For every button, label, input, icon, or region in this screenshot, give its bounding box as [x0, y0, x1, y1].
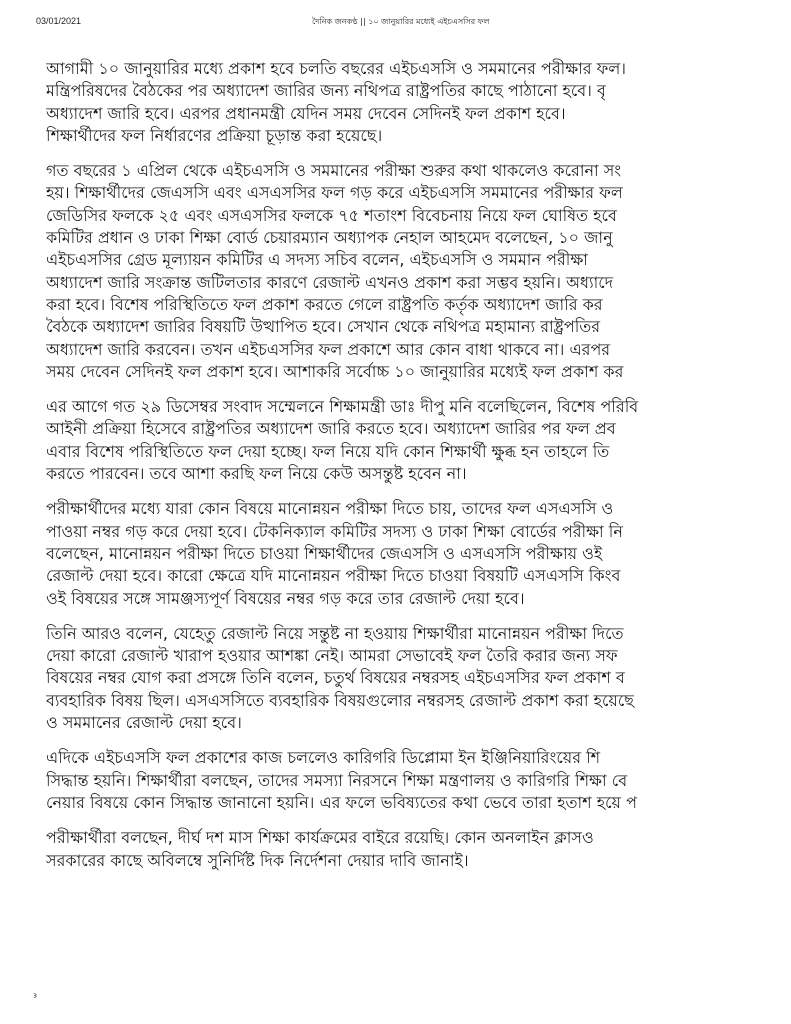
text-line: অধ্যাদেশ জারি সংক্রান্ত জটিলতার কারণে রেজাল্ট এখনও প্রকাশ করা সম্ভব হয়নি। অধ্যাদে: [46, 272, 614, 292]
text-line: তিনি আরও বলেন, যেহেতু রেজাল্ট নিয়ে সন্তুষ্ট না হওয়ায় শিক্ষার্থীরা মানোন্নয়ন পরীক্ষা দিতে: [46, 623, 624, 643]
text-line: এইচএসসির গ্রেড মূল্যায়ন কমিটির এ সদস্য সচিব বলেন, এইচএসসি ও সমমান পরীক্ষা: [46, 250, 588, 270]
text-line: আইনী প্রক্রিয়া হিসেবে রাষ্ট্রপতির অধ্যাদেশ জারি করতে হবে। অধ্যাদেশ জারির পর ফল প্রব: [46, 419, 616, 439]
text-line: দেয়া কারো রেজাল্ট খারাপ হওয়ার আশঙ্কা নেই। আমরা সেভাবেই ফল তৈরি করার জন্য সফ: [46, 646, 618, 666]
text-line: বৈঠকে অধ্যাদেশ জারির বিষয়টি উত্থাপিত হবে। সেখান থেকে নথিপত্র মহামান্য রাষ্ট্রপতির: [46, 317, 601, 337]
text-line: হয়। শিক্ষার্থীদের জেএসসি এবং এসএসসির ফল গড় করে এইচএসসি সমমানের পরীক্ষার ফল: [46, 183, 623, 203]
text-line: ওই বিষয়ের সঙ্গে সামঞ্জস্যপূর্ণ বিষয়ের নম্বর গড় করে তার রেজাল্ট দেয়া হবে।: [46, 588, 525, 608]
text-line: আগামী ১০ জানুয়ারির মধ্যে প্রকাশ হবে চলতি বছরের এইচএসসি ও সমমানের পরীক্ষার ফল।: [46, 59, 627, 78]
text-line: ও সমমানের রেজাল্ট দেয়া হবে।: [46, 713, 242, 733]
print-date: 03/01/2021: [36, 16, 82, 26]
text-line: সিদ্ধান্ত হয়নি। শিক্ষার্থীরা বলছেন, তাদের সমস্যা নিরসনে শিক্ষা মন্ত্রণালয় ও কারিগরি শিক্ষা বে: [46, 770, 628, 790]
text-line: রেজাল্ট দেয়া হবে। কারো ক্ষেত্রে যদি মানোন্নয়ন পরীক্ষা দিতে চাওয়া বিষয়টি এসএসসি কিংব: [46, 566, 621, 586]
paragraph-3: [46, 396, 791, 485]
text-line: নেয়ার বিষয়ে কোন সিদ্ধান্ত জানানো হয়নি। এর ফলে ভবিষ্যতের কথা ভেবে তারা হতাশ হয়ে প: [46, 792, 637, 812]
text-line: এবার বিশেষ পরিস্থিতিতে ফল দেয়া হচ্ছে। ফল নিয়ে যদি কোন শিক্ষার্থী ক্ষুব্ধ হন তাহলে তি: [46, 441, 610, 461]
text-line: এদিকে এইচএসসি ফল প্রকাশের কাজ চললেও কারিগরি ডিপ্লোমা ইন ইঞ্জিনিয়ারিংয়ের শি: [46, 748, 601, 768]
paragraph-7: [46, 827, 791, 872]
text-line: করতে পারবেন। তবে আশা করছি ফল নিয়ে কেউ অসন্তুষ্ট হবেন না।: [46, 464, 467, 484]
text-line: করা হবে। বিশেষ পরিস্থিতিতে ফল প্রকাশ করতে গেলে রাষ্ট্রপতি কর্তৃক অধ্যাদেশ জারি কর: [46, 294, 603, 314]
footnote-mark: ³: [33, 993, 38, 1004]
text-line: পাওয়া নম্বর গড় করে দেয়া হবে। টেকনিক্যাল কমিটির সদস্য ও ঢাকা শিক্ষা বোর্ডের পরীক্ষা নি: [46, 521, 623, 541]
paragraph-4: [46, 498, 791, 609]
article-body: [46, 58, 791, 885]
text-line: বলেছেন, মানোন্নয়ন পরীক্ষা দিতে চাওয়া শিক্ষার্থীদের জেএসসি ও এসএসসি পরীক্ষায় ওই: [46, 543, 603, 563]
text-line: বিষয়ের নম্বর যোগ করা প্রসঙ্গে তিনি বলেন, চতুর্থ বিষয়ের নম্বরসহ এইচএসসির ফল প্রকাশ ব: [46, 668, 625, 688]
text-line: গত বছরের ১ এপ্রিল থেকে এইচএসসি ও সমমানের পরীক্ষা শুরুর কথা থাকলেও করোনা সং: [46, 161, 622, 181]
paragraph-2: [46, 160, 791, 383]
text-line: জেডিসির ফলকে ২৫ এবং এসএসসির ফলকে ৭৫ শতাংশ বিবেচনায় নিয়ে ফল ঘোষিত হবে: [46, 205, 617, 225]
page-header: [0, 16, 791, 32]
paragraph-6: [46, 747, 791, 814]
paragraph-5: [46, 623, 791, 734]
text-line: কমিটির প্রধান ও ঢাকা শিক্ষা বোর্ড চেয়ারম্যান অধ্যাপক নেহাল আহমেদ বলেছেন, ১০ জানু: [46, 228, 613, 248]
text-line: ব্যবহারিক বিষয় ছিল। এসএসসিতে ব্যবহারিক বিষয়গুলোর নম্বরসহ রেজাল্ট প্রকাশ করা হয়েছে: [46, 690, 634, 710]
text-line: মন্ত্রিপরিষদের বৈঠকের পর অধ্যাদেশ জারির জন্য নথিপত্র রাষ্ট্রপতির কাছে পাঠানো হবে। বৃ: [46, 81, 606, 101]
paragraph-1: [46, 58, 791, 147]
text-line: সরকারের কাছে অবিলম্বে সুনির্দিষ্ট দিক নির্দেশনা দেয়ার দাবি জানাই।: [46, 850, 469, 870]
text-line: পরীক্ষার্থীরা বলছেন, দীর্ঘ দশ মাস শিক্ষা কার্যক্রমের বাইরে রয়েছি। কোন অনলাইন ক্লাসও: [46, 828, 594, 848]
text-line: শিক্ষার্থীদের ফল নির্ধারণের প্রক্রিয়া চূড়ান্ত করা হয়েছে।: [46, 125, 383, 145]
text-line: সময় দেবেন সেদিনই ফল প্রকাশ হবে। আশাকরি সর্বোচ্চ ১০ জানুয়ারির মধ্যেই ফল প্রকাশ কর: [46, 361, 624, 381]
text-line: অধ্যাদেশ জারি হবে। এরপর প্রধানমন্ত্রী যেদিন সময় দেবেন সেদিনই ফল প্রকাশ হবে।: [46, 103, 566, 123]
page-running-title: দৈনিক জনকণ্ঠ || ১০ জানুয়ারির মধ্যেই এইচএসসির ফল: [312, 17, 490, 26]
text-line: অধ্যাদেশ জারি করবেন। তখন এইচএসসির ফল প্রকাশে আর কোন বাধা থাকবে না। এরপর: [46, 339, 611, 359]
text-line: পরীক্ষার্থীদের মধ্যে যারা কোন বিষয়ে মানোন্নয়ন পরীক্ষা দিতে চায়, তাদের ফল এসএসসি ও: [46, 499, 614, 519]
text-line: এর আগে গত ২৯ ডিসেম্বর সংবাদ সম্মেলনে শিক্ষামন্ত্রী ডাঃ দীপু মনি বলেছিলেন, বিশেষ পরিবি: [46, 397, 639, 417]
